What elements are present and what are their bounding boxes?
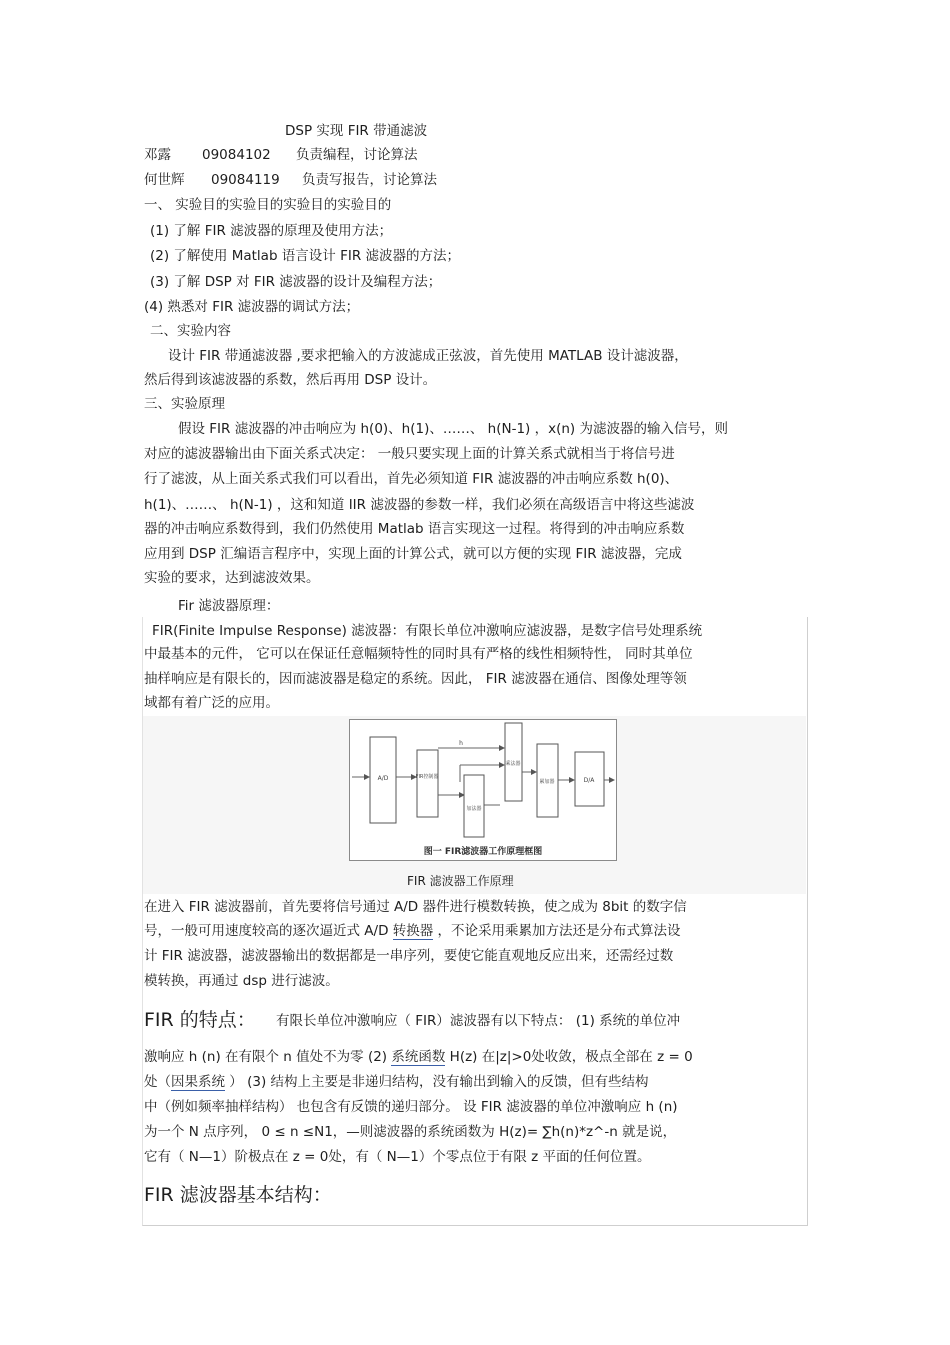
features-line: [144, 1073, 649, 1091]
features-line: 为一个 N 点序列， 0 ≤ n ≤N1，—则滤波器的系统函数为 H(z)= ∑h(n)*z^-n 就是说，: [144, 1124, 677, 1140]
member-role: 负责编程，讨论算法: [296, 147, 418, 163]
adder-label: 加法器: [466, 806, 482, 812]
principle-line: 假设 FIR 滤波器的冲击响应为 h(0)、h(1)、……、 h(N-1) ，x(n) 为滤波器的输入信号，则: [178, 421, 728, 437]
section1-heading: 一、 实验目的实验目的实验目的实验目的: [144, 197, 392, 213]
figure-caption: FIR 滤波器工作原理: [407, 874, 514, 888]
fir-controller-block: [417, 750, 438, 817]
conversion-text: 计 FIR 滤波器，滤波器输出的数据都是一串序列，要使它能直观地反应出来，还需经过数: [144, 948, 674, 964]
causal-system-link[interactable]: 因果系统: [171, 1074, 225, 1090]
principle-line: h(1)、……、 h(N-1) ，这和知道 IIR 滤波器的参数一样，我们必须在高级语言中将这些滤波: [144, 497, 695, 513]
page-title: DSP 实现 FIR 带通滤波: [285, 123, 428, 139]
conversion-line: [144, 947, 673, 965]
member-id: 09084119: [211, 172, 280, 188]
content-line: 然后得到该滤波器的系数，然后再用 DSP 设计。: [144, 372, 437, 388]
features-text: H(z) 在|z|>0处收敛，极点全部在 z = 0: [445, 1049, 693, 1065]
features-intro: 有限长单位冲激响应（ FIR）滤波器有以下特点： (1) 系统的单位冲: [276, 1013, 681, 1029]
fir-block-diagram: [349, 719, 617, 861]
features-text: 处（: [144, 1074, 171, 1090]
da-label: D/A: [583, 777, 595, 784]
objective-item: (4) 熟悉对 FIR 滤波器的调试方法；: [144, 299, 360, 315]
member-name: 何世辉: [144, 172, 185, 188]
conversion-line: [144, 922, 681, 940]
objective-item: (2) 了解使用 Matlab 语言设计 FIR 滤波器的方法；: [150, 248, 461, 264]
converter-link[interactable]: 转换器: [392, 923, 434, 939]
objective-item: (1) 了解 FIR 滤波器的原理及使用方法；: [150, 223, 393, 239]
multiplier-label: 乘法器: [505, 761, 521, 767]
fir-principle-line: 抽样响应是有限长的，因而滤波器是稳定的系统。因此， FIR 滤波器在通信、图像处理等领: [144, 671, 687, 687]
fir-principle-line: FIR(Finite Impulse Response) 滤波器：有限长单位冲激响应滤波器，是数字信号处理系统: [152, 623, 703, 639]
fir-principle-line: 域都有着广泛的应用。: [144, 695, 279, 711]
system-function-link[interactable]: 系统函数: [391, 1049, 446, 1065]
features-line: 它有（ N—1）阶极点在 z = 0处，有（ N—1）个零点位于有限 z 平面的任何位置。: [144, 1149, 651, 1165]
structure-heading: FIR 滤波器基本结构：: [144, 1184, 332, 1206]
fir-principle-line: 中最基本的元件， 它可以在保证任意幅频特性的同时具有严格的线性相频特性， 同时其单位: [144, 646, 693, 662]
conversion-line: [144, 972, 339, 990]
fir-principle-heading: Fir 滤波器原理：: [178, 598, 280, 614]
principle-line: 对应的滤波器输出由下面关系式决定： 一般只要实现上面的计算关系式就相当于将信号进: [144, 446, 675, 462]
member-name: 邓露: [144, 147, 171, 163]
principle-line: 应用到 DSP 汇编语言程序中，实现上面的计算公式，就可以方便的实现 FIR 滤波器，完成: [144, 546, 682, 562]
features-line: [144, 1048, 693, 1066]
conversion-text: ，不论采用乘累加方法还是分布式算法设: [433, 923, 681, 939]
content-line: 设计 FIR 带通滤波器 ,要求把输入的方波滤成正弦波，首先使用 MATLAB 设计滤波器，: [168, 348, 688, 364]
member-role: 负责写报告，讨论算法: [302, 172, 437, 188]
conversion-text: 模转换，再通过 dsp 进行滤波。: [144, 973, 339, 989]
h-label: h: [459, 740, 463, 747]
member-id: 09084102: [202, 147, 271, 163]
section2-heading: 二、实验内容: [150, 323, 231, 339]
member-row: [144, 146, 418, 164]
conversion-text: 号，一般可用速度较高的逐次逼近式 A/D: [144, 923, 393, 939]
accumulator-label: 累加器: [539, 779, 555, 785]
member-row: [144, 171, 437, 189]
features-text: 激响应 h (n) 在有限个 n 值处不为零 (2): [144, 1049, 392, 1065]
objective-item: (3) 了解 DSP 对 FIR 滤波器的设计及编程方法；: [150, 274, 442, 290]
principle-line: 行了滤波，从上面关系式我们可以看出，首先必须知道 FIR 滤波器的冲击响应系数 h(0)、: [144, 471, 679, 487]
features-text: ） (3) 结构上主要是非递归结构，没有输出到输入的反馈，但有些结构: [225, 1074, 649, 1090]
ad-label: A/D: [377, 775, 389, 782]
conversion-line: [144, 898, 687, 916]
principle-line: 实验的要求，达到滤波效果。: [144, 570, 320, 586]
conversion-text: 在进入 FIR 滤波器前，首先要将信号通过 A/D 器件进行模数转换，使之成为 8bit 的数字信: [144, 899, 687, 915]
features-line: 中（例如频率抽样结构） 也包含有反馈的递归部分。 设 FIR 滤波器的单位冲激响应 h (n): [144, 1099, 678, 1115]
figure-inner-caption: 图一 FIR滤波器工作原理框图: [423, 847, 543, 857]
principle-line: 器的冲击响应系数得到，我们仍然使用 Matlab 语言实现这一过程。将得到的冲击响应系数: [144, 521, 685, 537]
section3-heading: 三、实验原理: [144, 396, 225, 412]
features-heading: FIR 的特点：: [144, 1009, 256, 1031]
fir-controller-label: FIR控制器: [415, 774, 439, 780]
